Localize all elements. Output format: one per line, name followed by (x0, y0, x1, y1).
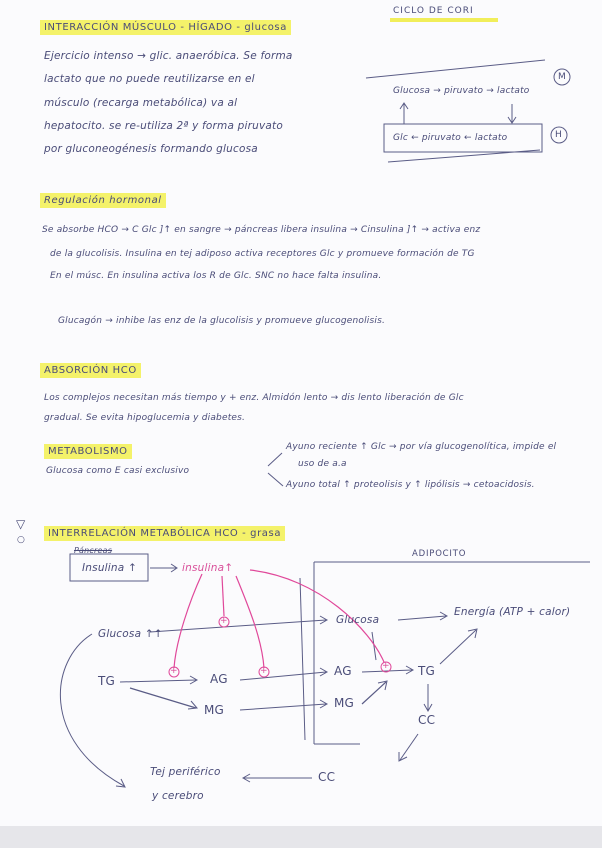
section4-heading: INTERRELACIÓN METABÓLICA HCO - grasa (44, 526, 285, 541)
branch2-line: Ayuno total ↑ proteolisis y ↑ lipólisis → cetoacidosis. (286, 480, 535, 490)
activation-mark-3: + (260, 666, 268, 676)
cori-bottom-row: Glc ← piruvato ← lactato (393, 133, 508, 143)
metabolism-heading: METABOLISMO (44, 444, 132, 459)
marker-triangle: ▽ (16, 517, 26, 531)
glucosa-left-label: Glucosa ↑↑ (98, 628, 163, 640)
tejido-label-1: Tej periférico (150, 766, 221, 778)
energia-label: Energía (ATP + calor) (454, 606, 571, 618)
cori-bottom-tag: H (555, 130, 562, 140)
ag-adipocyte-label: AG (334, 664, 352, 678)
section3-line-2: gradual. Se evita hipoglucemia y diabetes. (44, 413, 246, 423)
cori-top-tag: M (558, 72, 566, 82)
marker-circle: ○ (17, 535, 26, 545)
tg-left-label: TG (98, 674, 116, 688)
section1-line-2: lactato que no puede reutilizarse en el (44, 73, 255, 85)
cc-bottom-label: CC (318, 770, 336, 784)
section1-line-3: músculo (recarga metabólica) va al (44, 97, 238, 109)
section1-heading: INTERACCIÓN MÚSCULO - HÍGADO - glucosa (40, 20, 291, 35)
section2-line-2: de la glucolisis. Insulina en tej adiposo activa receptores Glc y promueve formación de TG (50, 249, 475, 259)
glucose-exclusive-line: Glucosa como E casi exclusivo (46, 466, 190, 476)
cori-top-row: Glucosa → piruvato → lactato (393, 86, 530, 96)
mg-left-label: MG (204, 703, 225, 717)
cori-title: CICLO DE CORI (393, 6, 474, 16)
tejido-label-2: y cerebro (152, 790, 204, 802)
section1-line-4: hepatocito. se re-utiliza 2ª y forma piruvato (44, 120, 284, 132)
section3-heading: ABSORCIÓN HCO (40, 363, 141, 378)
activation-mark-2: + (220, 616, 228, 626)
branch1-line-a: Ayuno reciente ↑ Glc → por vía glucogenolítica, impide el (286, 442, 557, 452)
insulina-box-label: Insulina ↑ (82, 562, 137, 574)
mg-adipocyte-label: MG (334, 696, 355, 710)
section2-glucagon-line: Glucagón → inhibe las enz de la glucolisis y promueve glucogenolisis. (58, 316, 386, 326)
tg-adipocyte-label: TG (418, 664, 436, 678)
adipocito-label: ADIPOCITO (412, 549, 467, 559)
paper-bottom-edge (0, 826, 602, 848)
activation-mark-4: + (382, 661, 390, 671)
activation-mark-1: + (170, 666, 178, 676)
pancreas-label: Páncreas (74, 546, 113, 555)
section2-heading: Regulación hormonal (40, 193, 166, 208)
section1-line-5: por gluconeogénesis formando glucosa (44, 143, 258, 155)
ag-left-label: AG (210, 672, 228, 686)
section3-line-1: Los complejos necesitan más tiempo y + enz. Almidón lento → dis lento liberación de Glc (44, 393, 464, 403)
section2-line-1: Se absorbe HCO → C Glc ]↑ en sangre → páncreas libera insulina → Cinsulina ]↑ → activa enz (42, 225, 481, 235)
section2-line-3: En el músc. En insulina activa los R de Glc. SNC no hace falta insulina. (50, 271, 382, 281)
insulina-top-label: insulina↑ (182, 562, 234, 574)
section1-line-1: Ejercicio intenso → glic. anaeróbica. Se forma (44, 50, 293, 62)
branch1-line-b: uso de a.a (298, 459, 347, 469)
cc-adipocyte-label: CC (418, 713, 436, 727)
glucosa-adipocyte-label: Glucosa (336, 614, 380, 626)
